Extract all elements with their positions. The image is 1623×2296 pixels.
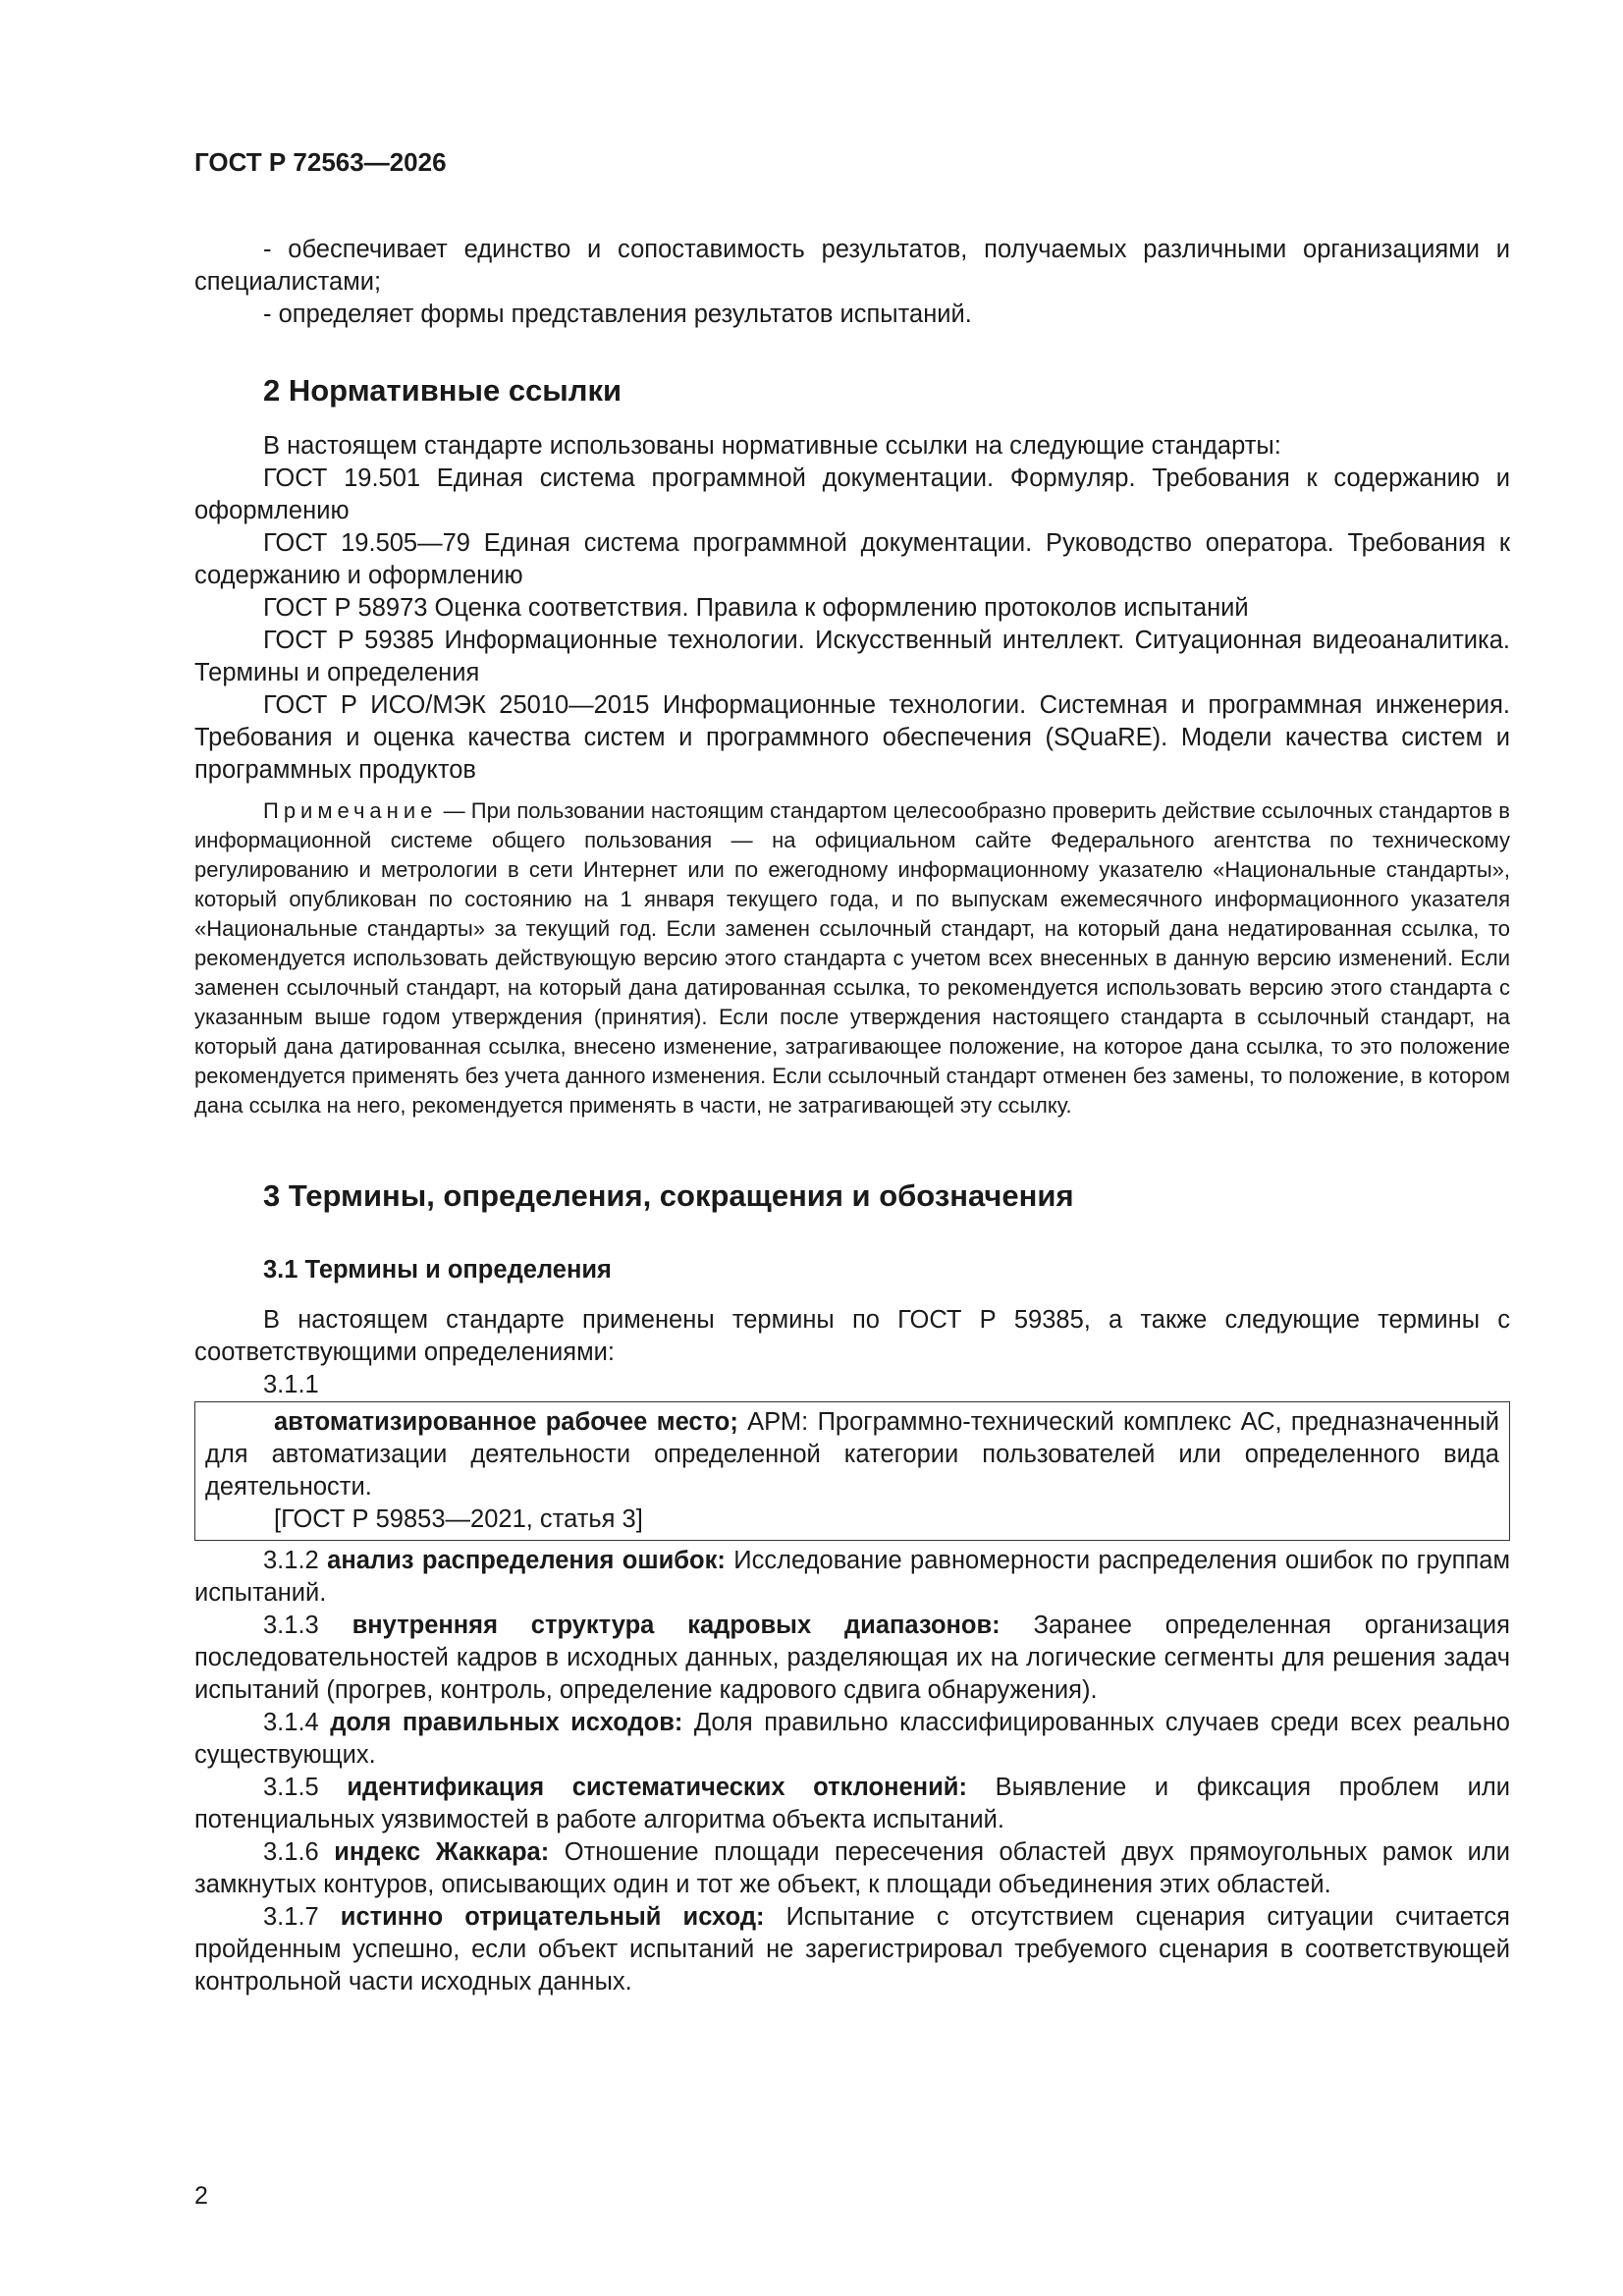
term-3-1-5 bbox=[194, 1772, 1510, 1836]
term-definition: Заранее определенная организация последовательностей кадров в исходных данных, разделяющая их на логические сегменты для решения задач испытаний (прогрев, контроль, определение кадрового сдвига обнаружения). bbox=[194, 1612, 1510, 1704]
section-3-lead: В настоящем стандарте применены термины по ГОСТ Р 59385, а также следующие термины с соответствующими определениями: bbox=[194, 1306, 1510, 1366]
term-source: [ГОСТ Р 59853—2021, статья 3] bbox=[274, 1505, 643, 1533]
normative-ref: ГОСТ Р 59385 Информационные технологии. Искусственный интеллект. Ситуационная видеоаналитика. Термины и определения bbox=[194, 627, 1510, 686]
term-name: индекс Жаккара: bbox=[334, 1838, 550, 1866]
term-name: автоматизированное рабочее место; bbox=[274, 1408, 738, 1436]
term-name: доля правильных исходов: bbox=[330, 1709, 683, 1736]
section-2-lead: В настоящем стандарте использованы нормативные ссылки на следующие стандарты: bbox=[263, 432, 1281, 460]
term-definition: Доля правильно классифицированных случаев среди всех реально существующих. bbox=[194, 1709, 1510, 1769]
section-3-title: 3 Термины, определения, сокращения и обозначения bbox=[263, 1178, 1074, 1213]
document-header: ГОСТ Р 72563—2026 bbox=[194, 147, 447, 177]
normative-ref: ГОСТ 19.505—79 Единая система программной документации. Руководство оператора. Требования к содержанию и оформлению bbox=[194, 529, 1510, 589]
subsection-3-1-title: 3.1 Термины и определения bbox=[263, 1256, 612, 1284]
term-number: 3.1.2 bbox=[263, 1547, 328, 1574]
intro-item-2: - определяет формы представления результатов испытаний. bbox=[263, 301, 972, 328]
term-number: 3.1.4 bbox=[263, 1709, 331, 1736]
term-definition: Отношение площади пересечения областей двух прямоугольных рамок или замкнутых контуров, описывающих один и тот же объект, к площади объединения этих областей. bbox=[194, 1838, 1510, 1898]
term-number: 3.1.3 bbox=[263, 1612, 352, 1639]
normative-ref: ГОСТ Р 58973 Оценка соответствия. Правила к оформлению протоколов испытаний bbox=[263, 594, 1249, 622]
term-3-1-2 bbox=[194, 1545, 1510, 1610]
note-label: Примечание bbox=[263, 798, 438, 823]
term-name: истинно отрицательный исход: bbox=[340, 1903, 765, 1931]
term-definition: Исследование равномерности распределения ошибок по группам испытаний. bbox=[194, 1547, 1510, 1607]
term-3-1-3 bbox=[194, 1610, 1510, 1707]
normative-ref: ГОСТ 19.501 Единая система программной документации. Формуляр. Требования к содержанию и оформлению bbox=[194, 465, 1510, 524]
intro-item-1: - обеспечивает единство и сопоставимость результатов, получаемых различными организациями и специалистами; bbox=[194, 236, 1510, 296]
term-definition: Испытание с отсутствием сценария ситуации считается пройденным успешно, если объект испытаний не зарегистрировал требуемого сценария в соответствующей контрольной части исходных данных. bbox=[194, 1903, 1510, 1995]
term-number: 3.1.7 bbox=[263, 1903, 341, 1931]
page-number: 2 bbox=[194, 2182, 208, 2210]
term-3-1-1-number: 3.1.1 bbox=[263, 1371, 319, 1398]
term-name: анализ распределения ошибок: bbox=[327, 1547, 726, 1574]
term-3-1-4 bbox=[194, 1707, 1510, 1772]
term-definition: АРМ: Программно-технический комплекс АС, предназначенный для автоматизации деятельности определенной категории пользователей или определенного вида деятельности. bbox=[205, 1408, 1499, 1501]
term-3-1-7 bbox=[194, 1901, 1510, 1998]
normative-ref: ГОСТ Р ИСО/МЭК 25010—2015 Информационные технологии. Системная и программная инженерия. Требования и оценка качества систем и программного обеспечения (SQuaRE). Модели качества систем и программных продуктов bbox=[194, 691, 1510, 784]
document-page bbox=[194, 147, 1510, 1998]
note-text: — При пользовании настоящим стандартом целесообразно проверить действие ссылочных стандартов в информационной системе общего пользования — на официальном сайте Федерального агентства по техническому регулированию и метрологии в сети Интернет или по ежегодному информационному указателю «Национальные стандарты», который опубликован по состоянию на 1 января текущего года, и по выпускам ежемесячного информационного указателя «Национальные стандарты» за текущий год. Если заменен ссылочный стандарт, на который дана недатированная ссылка, то рекомендуется использовать действующую версию этого стандарта с учетом всех внесенных в данную версию изменений. Если заменен ссылочный стандарт, на который дана датированная ссылка, то рекомендуется использовать версию этого стандарта с указанным выше годом утверждения (принятия). Если после утверждения настоящего стандарта в ссылочный стандарт, на который дана датированная ссылка, внесено изменение, затрагивающее положение, на которое дана ссылка, то это положение рекомендуется применять без учета данного изменения. Если ссылочный стандарт отменен без замены, то положение, в котором дана ссылка на него, рекомендуется применять в части, не затрагивающей эту ссылку. bbox=[194, 798, 1510, 1118]
quoted-term-box bbox=[194, 1401, 1510, 1541]
term-3-1-1 bbox=[205, 1406, 1499, 1503]
term-name: идентификация систематических отклонений: bbox=[347, 1774, 967, 1801]
term-3-1-6 bbox=[194, 1836, 1510, 1901]
section-2-note bbox=[194, 796, 1510, 1121]
term-definition: Выявление и фиксация проблем или потенциальных уязвимостей в работе алгоритма объекта испытаний. bbox=[194, 1774, 1510, 1833]
term-name: внутренняя структура кадровых диапазонов: bbox=[352, 1612, 1001, 1639]
term-number: 3.1.6 bbox=[263, 1838, 335, 1866]
section-2-title: 2 Нормативные ссылки bbox=[263, 373, 622, 408]
term-number: 3.1.5 bbox=[263, 1774, 348, 1801]
